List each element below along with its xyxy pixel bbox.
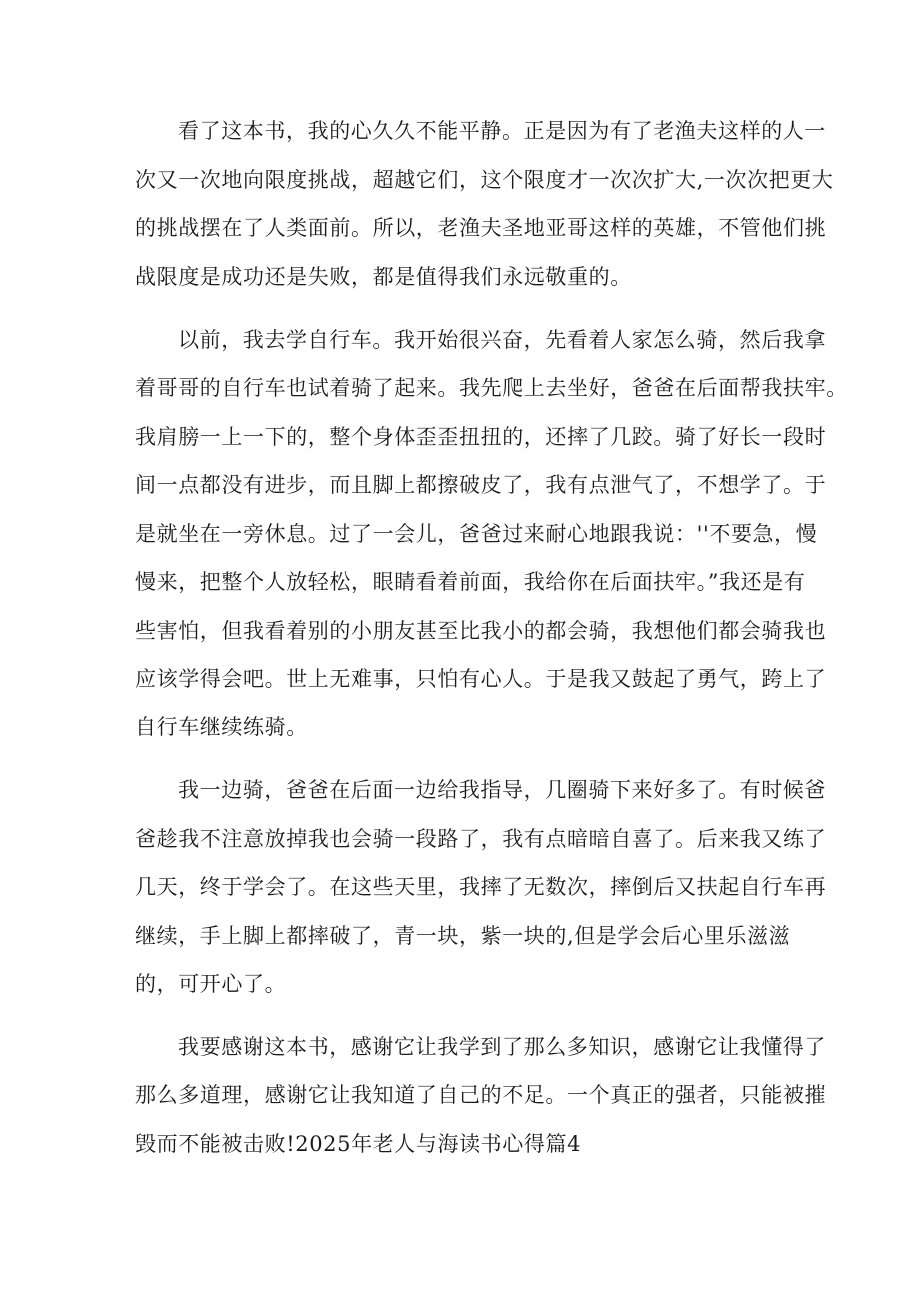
paragraph-line: 我一边骑，爸爸在后面一边给我指导，几圈骑下来好多了。有时候爸 bbox=[178, 778, 826, 802]
paragraph-line: 看了这本书，我的心久久不能平静。正是因为有了老渔夫这样的人一 bbox=[178, 119, 826, 143]
paragraph-line: 的挑战摆在了人类面前。所以，老渔夫圣地亚哥这样的英雄，不管他们挑 bbox=[135, 216, 827, 240]
paragraph-line: 些害怕，但我看着别的小朋友甚至比我小的都会骑，我想他们都会骑我也 bbox=[135, 619, 827, 643]
paragraph-line: 几天，终于学会了。在这些天里，我摔了无数次，摔倒后又扶起自行车再 bbox=[135, 875, 827, 899]
paragraph-line: 是就坐在一旁休息。过了一会儿，爸爸过来耐心地跟我说：''不要急，慢 bbox=[135, 522, 818, 546]
paragraph-line: 我要感谢这本书，感谢它让我学到了那么多知识，感谢它让我懂得了 bbox=[178, 1035, 826, 1059]
paragraph-line: 继续，手上脚上都摔破了，青一块，紫一块的,但是学会后心里乐滋滋 bbox=[135, 924, 791, 948]
paragraph-line: 次又一次地向限度挑战，超越它们，这个限度才一次次扩大,一次次把更大 bbox=[135, 168, 834, 192]
paragraph-line: 爸趁我不注意放掉我也会骑一段路了，我有点暗暗自喜了。后来我又练了 bbox=[135, 827, 827, 851]
paragraph-line: 的，可开心了。 bbox=[135, 972, 287, 996]
paragraph-line: 应该学得会吧。世上无难事，只怕有心人。于是我又鼓起了勇气，跨上了 bbox=[135, 667, 827, 691]
paragraph-line: 自行车继续练骑。 bbox=[135, 715, 308, 739]
paragraph-line: 我肩膀一上一下的，整个身体歪歪扭扭的，还摔了几跤。骑了好长一段时 bbox=[135, 425, 827, 449]
paragraph-line: 以前，我去学自行车。我开始很兴奋，先看着人家怎么骑，然后我拿 bbox=[178, 328, 826, 352]
paragraph-line: 毁而不能被击败!2025年老人与海读书心得篇4 bbox=[135, 1132, 582, 1156]
paragraph-line: 战限度是成功还是失败，都是值得我们永远敬重的。 bbox=[135, 265, 632, 289]
paragraph-line: 慢来，把整个人放轻松，眼睛看着前面，我给你在后面扶牢。”我还是有 bbox=[135, 570, 806, 594]
paragraph-line: 着哥哥的自行车也试着骑了起来。我先爬上去坐好，爸爸在后面帮我扶牢。 bbox=[135, 376, 848, 400]
paragraph-line: 间一点都没有进步，而且脚上都擦破皮了，我有点泄气了，不想学了。于 bbox=[135, 473, 827, 497]
paragraph-line: 那么多道理，感谢它让我知道了自己的不足。一个真正的强者，只能被摧 bbox=[135, 1083, 827, 1107]
